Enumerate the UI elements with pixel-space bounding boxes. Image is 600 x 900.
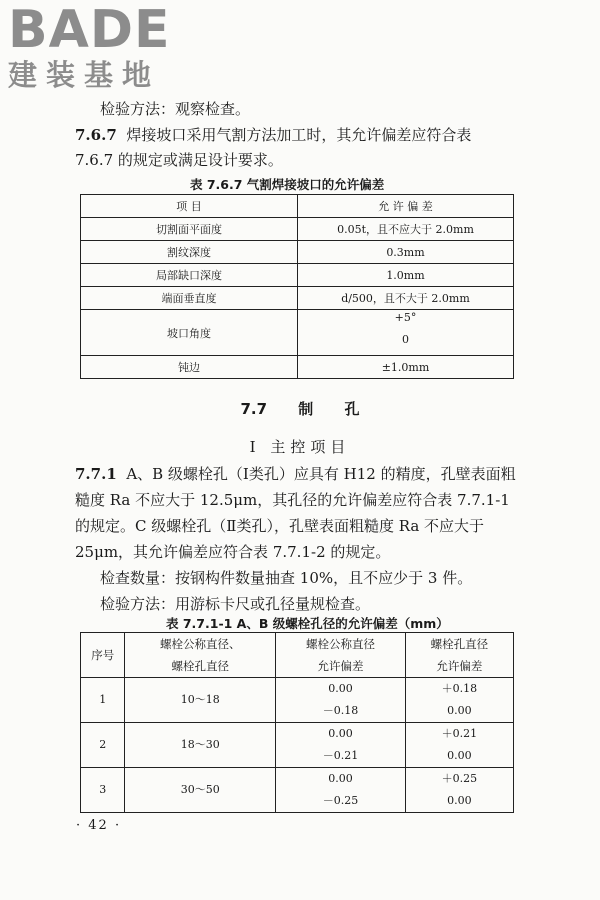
table-row	[81, 310, 514, 356]
table-header-row	[81, 633, 514, 678]
tolerance-lower: －0.18	[322, 704, 359, 717]
header-tolerance: 允 许 偏 差	[298, 195, 514, 218]
hole-tolerance-cell	[405, 768, 513, 813]
table-row	[81, 768, 514, 813]
tolerance-lower: －0.25	[322, 794, 359, 807]
clause-text: A、B 级螺栓孔（Ⅰ类孔）应具有 H12 的精度，孔壁表面粗	[126, 465, 516, 483]
inspection-method-line: 检验方法：观察检查。	[100, 100, 251, 118]
tolerance-upper: ＋0.25	[441, 772, 478, 785]
tolerance-lower: 0.00	[447, 749, 472, 762]
table-7-7-1-1-caption: 表 7.7.1-1 A、B 级螺栓孔径的允许偏差（mm）	[166, 616, 449, 631]
tolerance-upper: ＋0.18	[441, 682, 478, 695]
item-cell: 坡口角度	[81, 310, 298, 356]
tolerance-lower: 0.00	[447, 794, 472, 807]
tolerance-upper: +5°	[394, 310, 417, 324]
diameter-cell: 10～18	[125, 678, 276, 723]
clause-7-6-7-line1	[75, 122, 471, 148]
tolerance-cell: 0.05t，且不应大于 2.0mm	[298, 218, 514, 241]
table-row	[81, 264, 514, 287]
hole-tolerance-cell	[405, 723, 513, 768]
clause-7-7-1-line4: 25μm，其允许偏差应符合表 7.7.1-2 的规定。	[75, 543, 391, 561]
header-line: 螺栓公称直径、	[160, 637, 241, 651]
seq-cell: 2	[81, 723, 125, 768]
tolerance-lower: 0	[402, 332, 409, 346]
table-7-6-7	[80, 194, 514, 379]
table-row	[81, 218, 514, 241]
header-line: 螺栓孔直径	[171, 659, 230, 673]
diameter-cell: 18～30	[125, 723, 276, 768]
seq-cell: 3	[81, 768, 125, 813]
tolerance-cell	[298, 310, 514, 356]
item-cell: 钝边	[81, 356, 298, 379]
brand-logo	[8, 2, 178, 92]
item-cell: 割纹深度	[81, 241, 298, 264]
table-row	[81, 356, 514, 379]
header-line: 螺栓孔直径	[430, 637, 489, 651]
item-cell: 端面垂直度	[81, 287, 298, 310]
tolerance-upper: 0.00	[328, 772, 353, 785]
table-row	[81, 678, 514, 723]
header-diameter	[125, 633, 276, 678]
seq-cell: 1	[81, 678, 125, 723]
clause-7-7-1-line1	[75, 461, 516, 487]
header-item: 项 目	[81, 195, 298, 218]
clause-text: 焊接坡口采用气割方法加工时，其允许偏差应符合表	[126, 126, 472, 144]
header-hole-tolerance	[405, 633, 513, 678]
item-cell: 切割面平面度	[81, 218, 298, 241]
clause-7-7-1-line2: 糙度 Ra 不应大于 12.5μm，其孔径的允许偏差应符合表 7.7.1-1	[75, 491, 510, 509]
header-line: 允许偏差	[436, 659, 483, 673]
table-7-6-7-caption: 表 7.6.7 气割焊接坡口的允许偏差	[190, 177, 385, 192]
tolerance-upper: 0.00	[328, 682, 353, 695]
tolerance-upper: 0.00	[328, 727, 353, 740]
tolerance-cell: d/500，且不大于 2.0mm	[298, 287, 514, 310]
page-number: · 42 ·	[76, 818, 122, 833]
inspection-quantity-line: 检查数量：按钢构件数量抽查 10%，且不应少于 3 件。	[100, 569, 473, 587]
tolerance-lower: －0.21	[322, 749, 359, 762]
item-cell: 局部缺口深度	[81, 264, 298, 287]
tolerance-cell: 0.3mm	[298, 241, 514, 264]
bolt-tolerance-cell	[276, 678, 406, 723]
tolerance-cell: 1.0mm	[298, 264, 514, 287]
tolerance-upper: ＋0.21	[441, 727, 478, 740]
header-line: 螺栓公称直径	[305, 637, 375, 651]
table-7-7-1-1	[80, 632, 514, 813]
section-title: 7.7 制 孔	[240, 400, 360, 418]
table-header-row	[81, 195, 514, 218]
table-row	[81, 241, 514, 264]
clause-7-6-7-line2: 7.6.7 的规定或满足设计要求。	[75, 151, 283, 169]
clause-7-7-1-line3: 的规定。C 级螺栓孔（Ⅱ类孔），孔壁表面粗糙度 Ra 不应大于	[75, 517, 485, 535]
subsection-title: Ⅰ 主控项目	[249, 438, 351, 456]
bolt-tolerance-cell	[276, 723, 406, 768]
tolerance-cell: ±1.0mm	[298, 356, 514, 379]
bolt-tolerance-cell	[276, 768, 406, 813]
header-bolt-tolerance	[276, 633, 406, 678]
logo-wordmark: BADE	[8, 0, 171, 60]
table-row	[81, 723, 514, 768]
inspection-method-line-2: 检验方法：用游标卡尺或孔径量规检查。	[100, 595, 371, 613]
clause-number: 7.7.1	[75, 465, 117, 483]
logo-subtitle: 建装基地	[8, 58, 161, 92]
diameter-cell: 30～50	[125, 768, 276, 813]
clause-number: 7.6.7	[75, 126, 117, 144]
header-line: 允许偏差	[317, 659, 364, 673]
hole-tolerance-cell	[405, 678, 513, 723]
tolerance-lower: 0.00	[447, 704, 472, 717]
header-seq: 序号	[81, 633, 125, 678]
table-row	[81, 287, 514, 310]
